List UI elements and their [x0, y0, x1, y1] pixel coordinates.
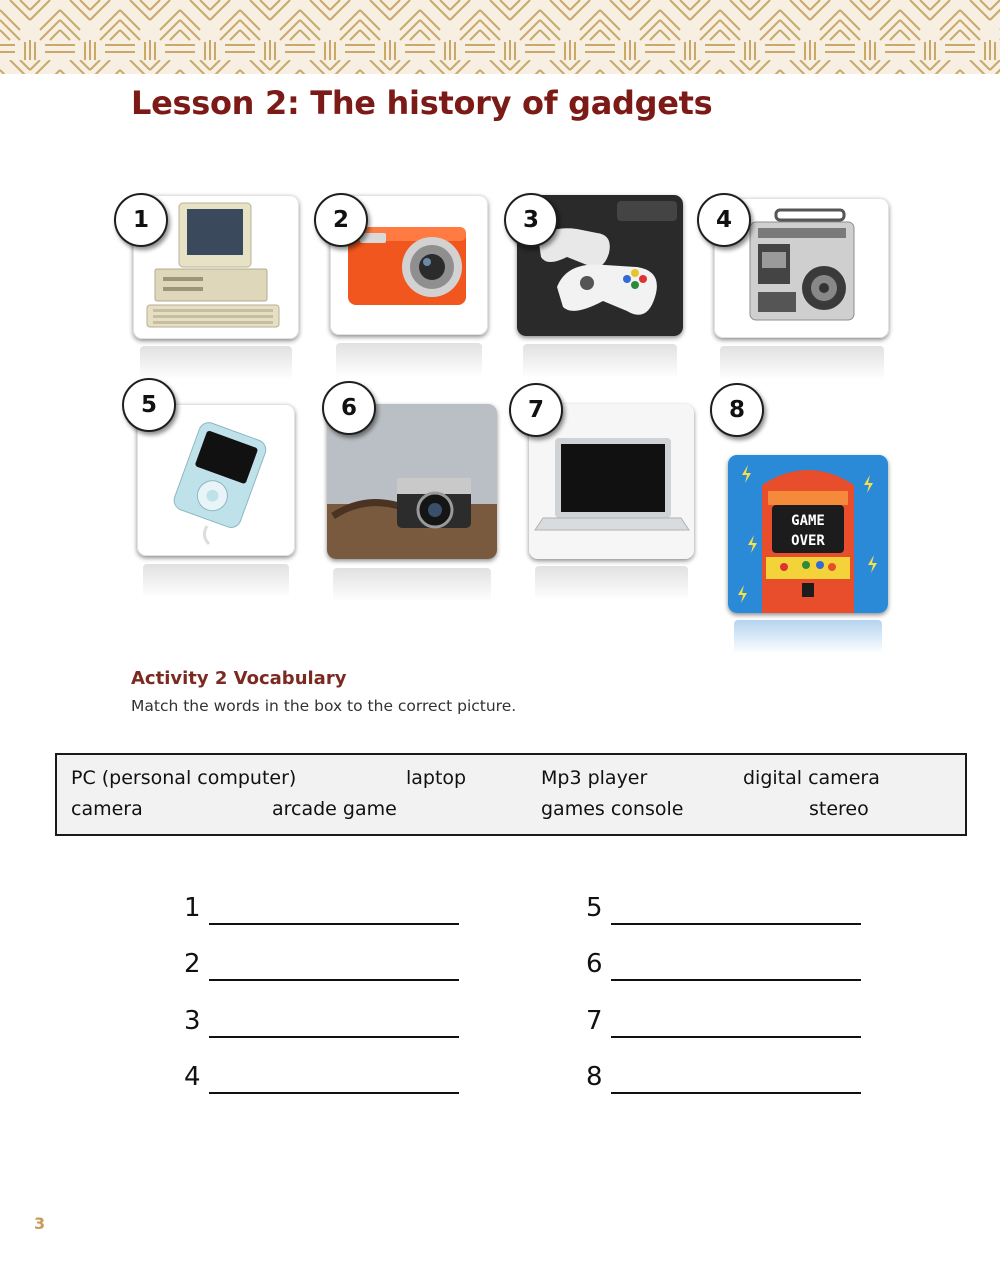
picture-number-badge-4: 4 — [697, 193, 751, 247]
answer-blank[interactable] — [209, 1092, 459, 1094]
picture-arcade-game — [728, 455, 888, 613]
answer-number: 2 — [184, 949, 201, 979]
answer-row-7[interactable] — [586, 1006, 866, 1042]
answer-row-8[interactable] — [586, 1062, 866, 1098]
answer-number: 8 — [586, 1062, 603, 1092]
word-games-console[interactable]: games console — [541, 798, 684, 820]
reflection — [720, 346, 884, 380]
reflection — [523, 344, 677, 378]
banner-pattern — [0, 0, 1000, 74]
answer-blank[interactable] — [611, 1092, 861, 1094]
activity-instruction: Match the words in the box to the correct picture. — [131, 697, 517, 715]
picture-number-badge-1: 1 — [114, 193, 168, 247]
word-pc[interactable]: PC (personal computer) — [71, 767, 297, 789]
picture-number-badge-6: 6 — [322, 381, 376, 435]
reflection — [336, 343, 482, 377]
answer-number: 1 — [184, 893, 201, 923]
header-banner — [0, 0, 1000, 74]
answer-row-2[interactable] — [184, 949, 464, 985]
word-box — [55, 753, 967, 836]
answer-number: 3 — [184, 1006, 201, 1036]
reflection — [535, 566, 688, 600]
reflection — [140, 346, 292, 380]
word-laptop[interactable]: laptop — [406, 767, 467, 789]
answer-row-4[interactable] — [184, 1062, 464, 1098]
answer-number: 6 — [586, 949, 603, 979]
answer-row-5[interactable] — [586, 893, 866, 929]
page-number: 3 — [34, 1214, 46, 1233]
answer-row-3[interactable] — [184, 1006, 464, 1042]
reflection — [333, 568, 491, 602]
arcade-screen-text-2: OVER — [791, 533, 825, 549]
answer-number: 7 — [586, 1006, 603, 1036]
answer-row-6[interactable] — [586, 949, 866, 985]
reflection — [734, 620, 882, 654]
answer-blank[interactable] — [209, 1036, 459, 1038]
picture-number-badge-7: 7 — [509, 383, 563, 437]
arcade-screen-text-1: GAME — [791, 513, 825, 529]
answer-blank[interactable] — [209, 979, 459, 981]
answer-blank[interactable] — [611, 1036, 861, 1038]
picture-number-badge-3: 3 — [504, 193, 558, 247]
word-digital-camera[interactable]: digital camera — [743, 767, 880, 789]
answer-number: 4 — [184, 1062, 201, 1092]
activity-title: Activity 2 Vocabulary — [131, 668, 347, 689]
word-stereo[interactable]: stereo — [809, 798, 869, 820]
answer-blank[interactable] — [611, 923, 861, 925]
answer-row-1[interactable] — [184, 893, 464, 929]
word-mp3-player[interactable]: Mp3 player — [541, 767, 648, 789]
answer-number: 5 — [586, 893, 603, 923]
picture-number-badge-2: 2 — [314, 193, 368, 247]
lesson-title: Lesson 2: The history of gadgets — [131, 84, 713, 122]
word-arcade-game[interactable]: arcade game — [272, 798, 397, 820]
arcade-game-icon — [728, 455, 888, 613]
picture-number-badge-5: 5 — [122, 378, 176, 432]
answer-blank[interactable] — [209, 923, 459, 925]
word-camera[interactable]: camera — [71, 798, 143, 820]
reflection — [143, 564, 289, 598]
picture-number-badge-8: 8 — [710, 383, 764, 437]
answer-blank[interactable] — [611, 979, 861, 981]
